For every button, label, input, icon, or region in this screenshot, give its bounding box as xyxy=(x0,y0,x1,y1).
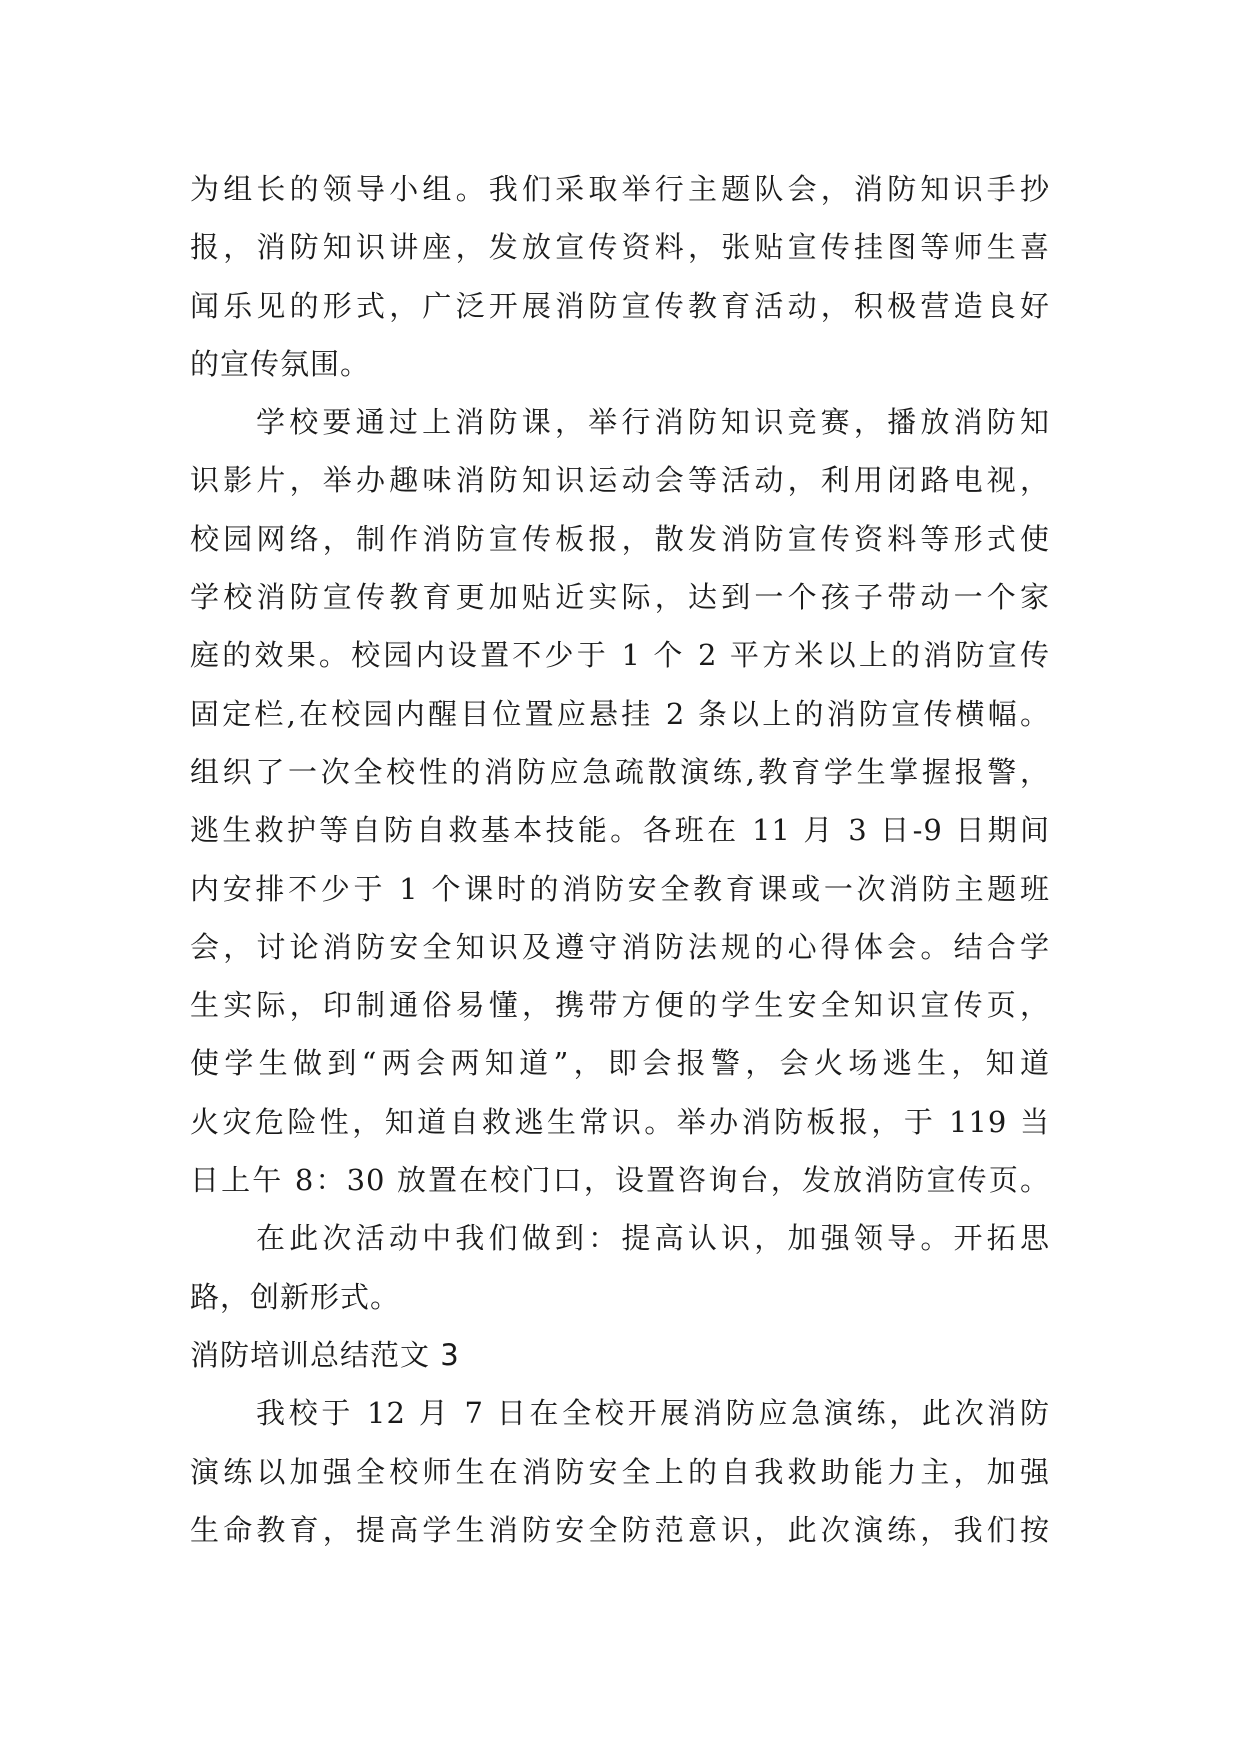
text-line: 固定栏,在校园内醒目位置应悬挂 2 条以上的消防宣传横幅。 xyxy=(190,696,1050,731)
text-line: 路，创新形式。 xyxy=(190,1279,401,1314)
text-line: 闻乐见的形式，广泛开展消防宣传教育活动，积极营造良好 xyxy=(190,288,1050,323)
text-line: 使学生做到“两会两知道”，即会报警，会火场逃生，知道 xyxy=(190,1046,1050,1081)
text-line: 会，讨论消防安全知识及遵守消防法规的心得体会。结合学 xyxy=(190,929,1050,964)
paragraph-start-line: 在此次活动中我们做到：提高认识，加强领导。开拓思 xyxy=(256,1221,1050,1256)
text-line: 识影片，举办趣味消防知识运动会等活动，利用闭路电视， xyxy=(190,463,1050,498)
text-line: 组织了一次全校性的消防应急疏散演练,教育学生掌握报警， xyxy=(190,754,1050,789)
text-line: 的宣传氛围。 xyxy=(190,346,371,381)
text-line: 为组长的领导小组。我们采取举行主题队会，消防知识手抄 xyxy=(190,172,1050,206)
text-line: 演练以加强全校师生在消防安全上的自我救助能力主，加强 xyxy=(190,1454,1050,1489)
text-line: 生命教育，提高学生消防安全防范意识，此次演练，我们按 xyxy=(190,1512,1050,1547)
text-line: 日上午 8：30 放置在校门口，设置咨询台，发放消防宣传页。 xyxy=(190,1163,1050,1198)
text-line: 报，消防知识讲座，发放宣传资料，张贴宣传挂图等师生喜 xyxy=(190,230,1050,265)
text-line: 逃生救护等自防自救基本技能。各班在 11 月 3 日-9 日期间 xyxy=(190,813,1050,848)
document-body xyxy=(190,160,1050,1559)
text-line: 庭的效果。校园内设置不少于 1 个 2 平方米以上的消防宣传 xyxy=(190,638,1050,673)
text-line: 学校消防宣传教育更加贴近实际，达到一个孩子带动一个家 xyxy=(190,580,1050,615)
text-line: 内安排不少于 1 个课时的消防安全教育课或一次消防主题班 xyxy=(190,871,1050,906)
paragraph-start-line: 学校要通过上消防课，举行消防知识竞赛，播放消防知 xyxy=(256,405,1050,440)
section-heading: 消防培训总结范文 3 xyxy=(190,1337,460,1372)
text-line: 校园网络，制作消防宣传板报，散发消防宣传资料等形式使 xyxy=(190,521,1050,556)
text-line: 生实际，印制通俗易懂，携带方便的学生安全知识宣传页， xyxy=(190,988,1050,1023)
text-line: 火灾危险性，知道自救逃生常识。举办消防板报，于 119 当 xyxy=(190,1104,1050,1139)
paragraph-start-line: 我校于 12 月 7 日在全校开展消防应急演练，此次消防 xyxy=(256,1396,1050,1431)
